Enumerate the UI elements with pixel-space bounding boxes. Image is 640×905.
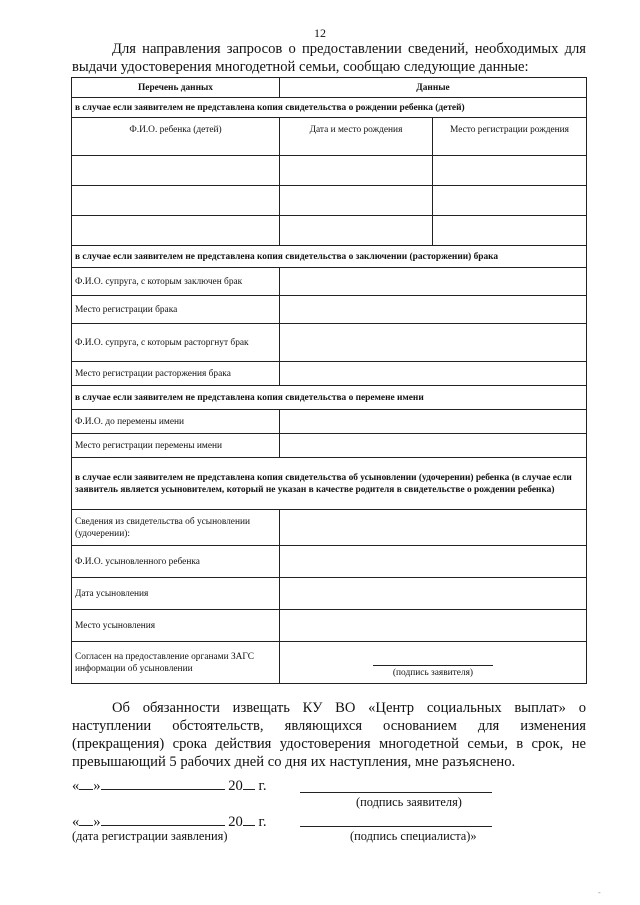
- child-fio-label: Ф.И.О. ребенка (детей): [72, 118, 280, 156]
- month-blank[interactable]: [101, 811, 225, 826]
- adopted-fio-value[interactable]: [280, 546, 587, 578]
- divorce-place-label: Место регистрации расторжения брака: [72, 362, 280, 386]
- spouse-divorced-row: [72, 324, 587, 362]
- page-number: 12: [314, 26, 326, 40]
- birth-reg-cell[interactable]: [433, 216, 587, 246]
- quote-close: »: [93, 778, 101, 794]
- year-prefix: 20: [228, 814, 243, 830]
- data-form-table: [71, 77, 587, 684]
- child-fio-cell[interactable]: [72, 156, 280, 186]
- birth-date-cell[interactable]: [280, 216, 433, 246]
- adoption-place-row: [72, 610, 587, 642]
- adoption-place-value[interactable]: [280, 610, 587, 642]
- marriage-place-label: Место регистрации брака: [72, 296, 280, 324]
- marriage-place-value[interactable]: [280, 296, 587, 324]
- year-prefix: 20: [228, 778, 243, 794]
- intro-text: Для направления запросов о предоставлении сведений, необходимых для выдачи удостоверения многодетной семьи, сообщаю следующие данные:: [72, 41, 586, 75]
- adoption-date-row: [72, 578, 587, 610]
- adoption-place-label: Место усыновления: [72, 610, 280, 642]
- date-field-1[interactable]: [72, 775, 267, 795]
- adoption-info-label: Сведения из свидетельства об усыновлении (удочерении):: [72, 510, 280, 546]
- child-fio-cell[interactable]: [72, 216, 280, 246]
- spouse-divorced-label: Ф.И.О. супруга, с которым расторгнут брак: [72, 324, 280, 362]
- table-header-row: [72, 78, 587, 98]
- adopted-fio-row: [72, 546, 587, 578]
- section-adoption-row: [72, 458, 587, 510]
- year-blank[interactable]: [243, 811, 255, 826]
- section-marriage-row: [72, 246, 587, 268]
- consent-label: Согласен на предоставление органами ЗАГС информации об усыновлении: [72, 642, 280, 684]
- child-row: [72, 216, 587, 246]
- section-marriage: в случае если заявителем не представлена копия свидетельства о заключении (расторжении) брака: [72, 246, 587, 268]
- year-suffix: г.: [258, 814, 267, 830]
- child-fio-cell[interactable]: [72, 186, 280, 216]
- specialist-signature-caption: (подпись специалиста)»: [350, 829, 477, 843]
- quote-open: «: [72, 778, 80, 794]
- quote-close: »: [93, 814, 101, 830]
- fio-before-value[interactable]: [280, 410, 587, 434]
- section-name-change: в случае если заявителем не представлена копия свидетельства о перемене имени: [72, 386, 587, 410]
- adoption-info-value[interactable]: [280, 510, 587, 546]
- marriage-place-row: [72, 296, 587, 324]
- consent-row: [72, 642, 587, 684]
- applicant-signature-line[interactable]: [300, 792, 492, 793]
- section-birth: в случае если заявителем не представлена копия свидетельства о рождении ребенка (детей): [72, 98, 587, 118]
- col-header-data: Данные: [280, 78, 587, 98]
- applicant-signature-caption-2: (подпись заявителя): [356, 795, 462, 809]
- day-blank[interactable]: [79, 775, 93, 790]
- day-blank[interactable]: [79, 811, 93, 826]
- spouse-married-label: Ф.И.О. супруга, с которым заключен брак: [72, 268, 280, 296]
- child-row: [72, 156, 587, 186]
- intro-paragraph: [72, 40, 586, 76]
- stray-mark: -: [598, 888, 601, 897]
- fio-before-row: [72, 410, 587, 434]
- specialist-signature-line[interactable]: [300, 826, 492, 827]
- section-birth-row: [72, 98, 587, 118]
- obligation-paragraph: [72, 699, 586, 771]
- spouse-married-row: [72, 268, 587, 296]
- spouse-divorced-value[interactable]: [280, 324, 587, 362]
- year-suffix: г.: [258, 778, 267, 794]
- quote-open: «: [72, 814, 80, 830]
- birth-date-cell[interactable]: [280, 186, 433, 216]
- registration-date-caption: (дата регистрации заявления): [72, 829, 228, 843]
- name-change-place-value[interactable]: [280, 434, 587, 458]
- birth-reg-place-label: Место регистрации рождения: [433, 118, 587, 156]
- adoption-date-value[interactable]: [280, 578, 587, 610]
- year-blank[interactable]: [243, 775, 255, 790]
- birth-reg-cell[interactable]: [433, 186, 587, 216]
- section-name-row: [72, 386, 587, 410]
- spouse-married-value[interactable]: [280, 268, 587, 296]
- applicant-signature-caption: (подпись заявителя): [373, 665, 493, 679]
- section-adoption: в случае если заявителем не представлена копия свидетельства об усыновлении (удочерении) ребенка (в случае если заявитель является усыновителем, который не указан в качестве родителя в свидетельстве о рождении ребенка): [72, 458, 587, 510]
- children-header-row: [72, 118, 587, 156]
- consent-signature-cell[interactable]: [280, 642, 587, 684]
- adoption-date-label: Дата усыновления: [72, 578, 280, 610]
- child-row: [72, 186, 587, 216]
- obligation-text: Об обязанности извещать КУ ВО «Центр социальных выплат» о наступлении обстоятельств, являющихся основанием для изменения (прекращения) срока действия удостоверения многодетной семьи, в срок, не превышающий 5 рабочих дней со дня их наступления, мне разъяснено.: [72, 700, 586, 770]
- date-field-2[interactable]: [72, 811, 267, 831]
- birth-date-cell[interactable]: [280, 156, 433, 186]
- name-change-place-label: Место регистрации перемены имени: [72, 434, 280, 458]
- fio-before-label: Ф.И.О. до перемены имени: [72, 410, 280, 434]
- name-change-place-row: [72, 434, 587, 458]
- divorce-place-row: [72, 362, 587, 386]
- birth-reg-cell[interactable]: [433, 156, 587, 186]
- month-blank[interactable]: [101, 775, 225, 790]
- adopted-fio-label: Ф.И.О. усыновленного ребенка: [72, 546, 280, 578]
- divorce-place-value[interactable]: [280, 362, 587, 386]
- birth-date-place-label: Дата и место рождения: [280, 118, 433, 156]
- adoption-info-row: [72, 510, 587, 546]
- col-header-list: Перечень данных: [72, 78, 280, 98]
